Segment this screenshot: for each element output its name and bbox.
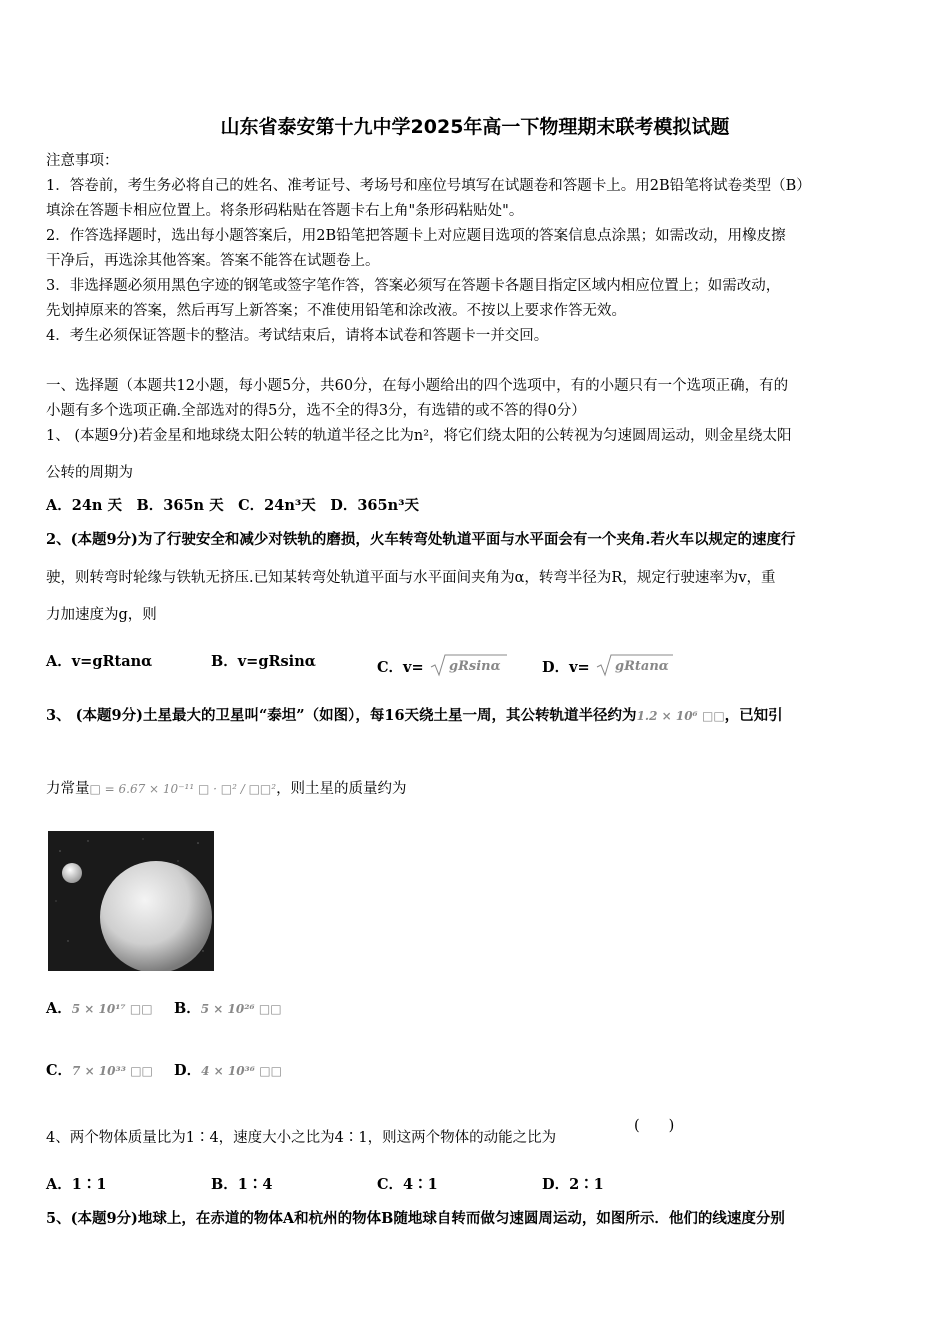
question-2-option-b: B．v=gRsinα <box>211 653 316 670</box>
question-5-stem: 5、(本题9分)地球上，在赤道的物体A和杭州的物体B随地球自转而做匀速圆周运动，如图所示．他们的线速度分别 <box>46 1210 785 1227</box>
notice-line: 先划掉原来的答案，然后再写上新答案；不准使用铅笔和涂改液。不按以上要求作答无效。 <box>46 303 626 319</box>
question-3-stem <box>46 706 908 726</box>
answer-blank: ( ) <box>634 1118 675 1134</box>
question-2-option-c <box>377 652 509 684</box>
option-c-formula: 7 × 10³³ □□ <box>72 1064 153 1078</box>
option-c-label: C． <box>46 1062 73 1079</box>
question-3-option-d <box>174 1061 282 1081</box>
question-1-options: A．24n 天 B．365n 天 C．24n³天 D．365n³天 <box>46 497 419 514</box>
question-1-stem-cont: 公转的周期为 <box>46 465 133 481</box>
question-3-text-end: ，则土星的质量约为 <box>276 781 407 797</box>
question-2-stem-cont: 驶，则转弯时轮缘与铁轨无挤压.已知某转弯处轨道平面与水平面间夹角为α，转弯半径为R，规定行驶速率为v，重 <box>46 570 776 586</box>
radicand-text: gRsinα <box>448 659 501 674</box>
question-3-option-b <box>174 999 282 1019</box>
question-2-stem-cont: 力加速度为g，则 <box>46 607 157 623</box>
question-3-stem-cont <box>46 779 908 799</box>
gravity-constant-formula: □ = 6.67 × 10⁻¹¹ □ · □² / □□² <box>89 782 277 796</box>
option-d-label: D．v= <box>542 659 590 676</box>
question-3-text-end: ，已知引 <box>724 707 783 724</box>
notice-line: 干净后，再选涂其他答案。答案不能答在试题卷上。 <box>46 253 380 269</box>
radical-sign-icon <box>429 652 509 678</box>
question-4-option-b: B．1∶4 <box>211 1176 273 1193</box>
saturn-planet <box>100 861 212 971</box>
page-title: 山东省泰安第十九中学2025年高一下物理期末联考模拟试题 <box>220 116 730 138</box>
question-3-option-a <box>46 999 153 1019</box>
question-4-stem: 4、两个物体质量比为1∶4，速度大小之比为4∶1，则这两个物体的动能之比为 <box>46 1130 557 1146</box>
notice-line: 4．考生必须保证答题卡的整洁。考试结束后，请将本试卷和答题卡一并交回。 <box>46 328 549 344</box>
section-heading: 一、选择题（本题共12小题，每小题5分，共60分，在每小题给出的四个选项中，有的小题只有一个选项正确，有的 <box>46 378 789 394</box>
question-2-stem: 2、(本题9分)为了行驶安全和减少对铁轨的磨损，火车转弯处轨道平面与水平面会有一个夹角.若火车以规定的速度行 <box>46 531 796 548</box>
sqrt-expression <box>595 652 675 684</box>
option-b-formula: 5 × 10²⁶ □□ <box>200 1002 282 1016</box>
option-b-label: B． <box>174 1000 201 1017</box>
question-1-stem: 1、 (本题9分)若金星和地球绕太阳公转的轨道半径之比为n²，将它们绕太阳的公转视为匀速圆周运动，则金星绕太阳 <box>46 428 792 444</box>
option-d-label: D． <box>174 1062 202 1079</box>
titan-moon <box>62 863 82 883</box>
question-3-text: 力常量 <box>46 781 90 797</box>
question-3-text: 3、 (本题9分)土星最大的卫星叫“泰坦”（如图），每16天绕土星一周，其公转轨道半径约为 <box>46 707 637 724</box>
notice-line: 填涂在答题卡相应位置上。将条形码粘贴在答题卡右上角"条形码粘贴处"。 <box>46 203 524 219</box>
notice-line: 2．作答选择题时，选出每小题答案后，用2B铅笔把答题卡上对应题目选项的答案信息点涂黑；如需改动，用橡皮擦 <box>46 228 786 244</box>
sqrt-expression <box>429 652 509 684</box>
notice-line: 3．非选择题必须用黑色字迹的钢笔或签字笔作答，答案必须写在答题卡各题目指定区域内相应位置上；如需改动， <box>46 278 781 294</box>
option-c-label: C．v= <box>377 659 424 676</box>
question-3-option-c <box>46 1061 153 1081</box>
titan-saturn-photo <box>48 831 214 971</box>
radicand-text: gRtanα <box>614 659 669 674</box>
notice-heading: 注意事项： <box>46 153 119 169</box>
orbit-radius-formula: 1.2 × 10⁶ □□ <box>636 709 725 723</box>
option-a-label: A． <box>46 1000 72 1017</box>
option-d-formula: 4 × 10³⁶ □□ <box>201 1064 282 1078</box>
notice-line: 1．答卷前，考生务必将自己的姓名、准考证号、考场号和座位号填写在试题卷和答题卡上。用2B铅笔将试卷类型（B） <box>46 178 811 194</box>
section-heading-cont: 小题有多个选项正确.全部选对的得5分，选不全的得3分，有选错的或不答的得0分） <box>46 403 586 419</box>
question-4-option-d: D．2∶1 <box>542 1176 604 1193</box>
question-2-option-d <box>542 652 675 684</box>
question-4-option-a: A．1∶1 <box>46 1176 107 1193</box>
radical-sign-icon <box>595 652 675 678</box>
question-2-option-a: A．v=gRtanα <box>46 653 153 670</box>
option-a-formula: 5 × 10¹⁷ □□ <box>71 1002 153 1016</box>
question-4-option-c: C．4∶1 <box>377 1176 438 1193</box>
